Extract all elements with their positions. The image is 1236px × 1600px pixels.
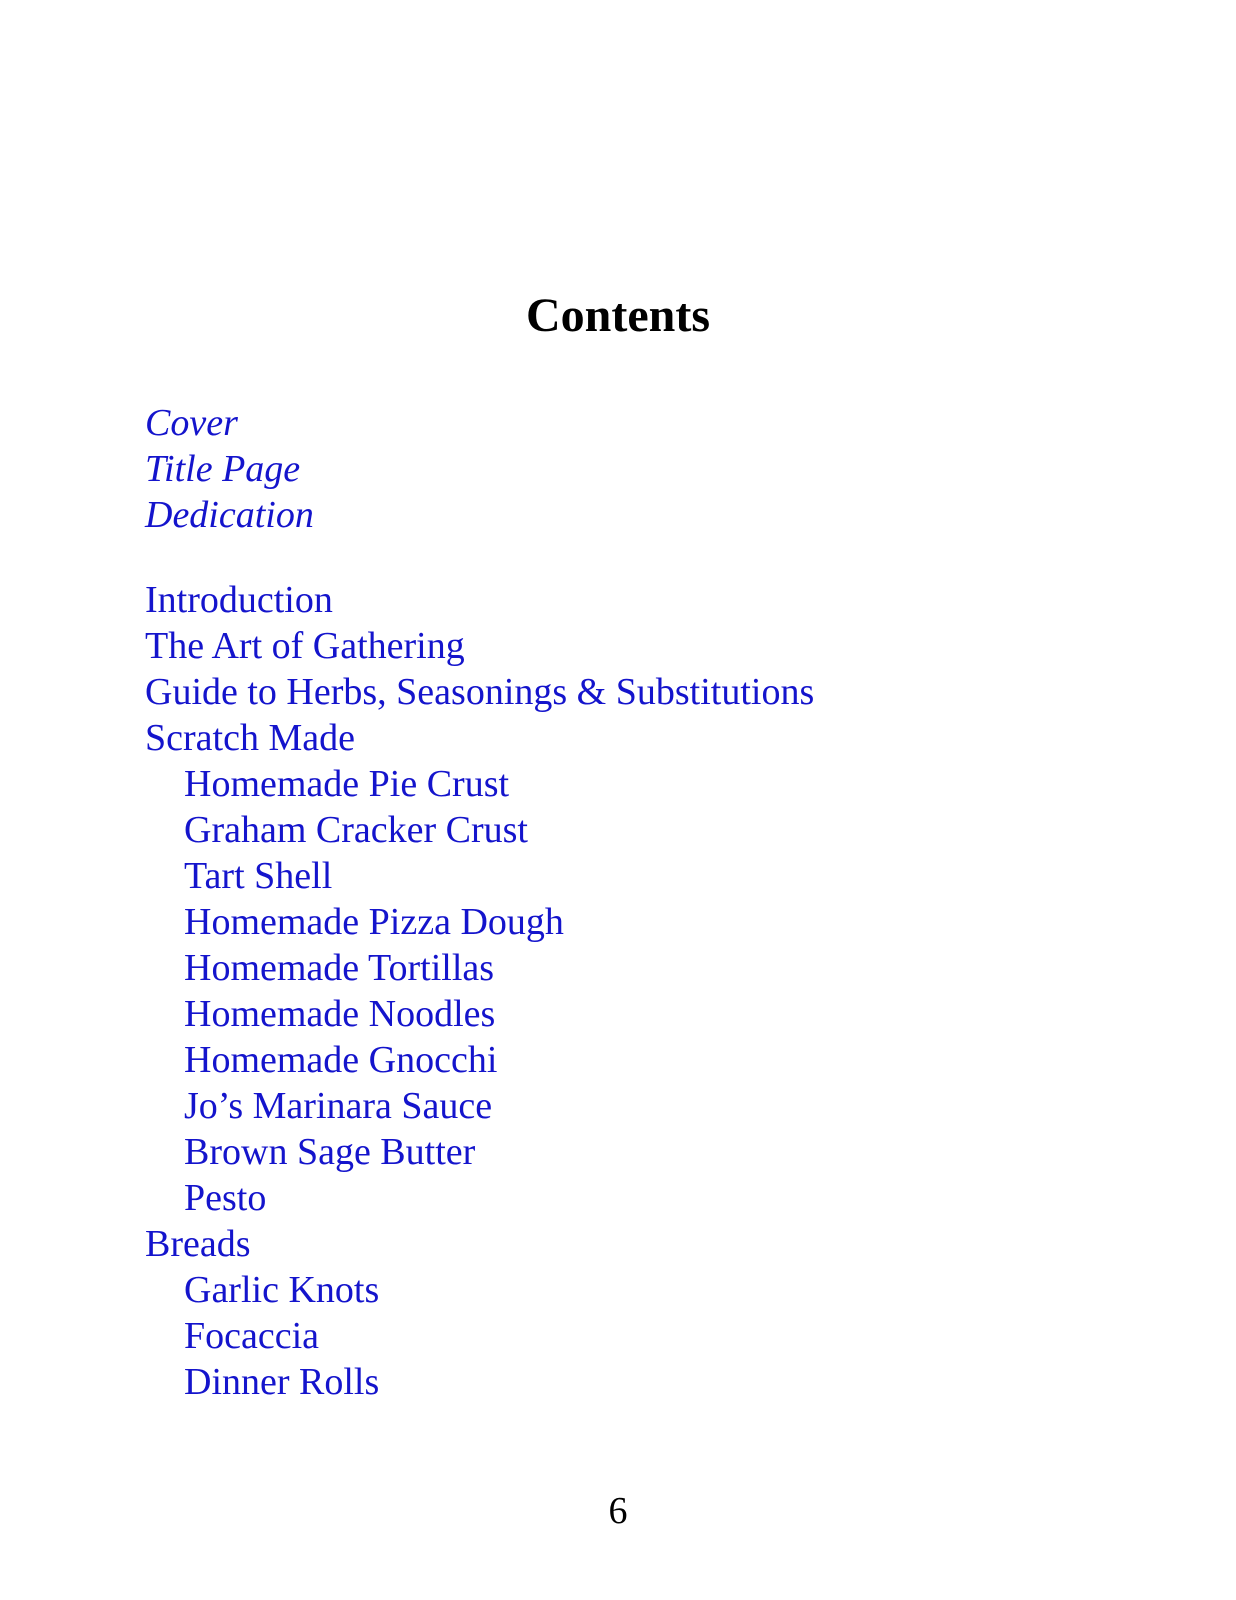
toc-link-jos-marinara-sauce[interactable]: Jo’s Marinara Sauce xyxy=(184,1085,493,1127)
toc-link-homemade-pizza-dough[interactable]: Homemade Pizza Dough xyxy=(184,901,564,943)
toc-link-tart-shell[interactable]: Tart Shell xyxy=(184,855,333,897)
toc-link-brown-sage-butter[interactable]: Brown Sage Butter xyxy=(184,1131,476,1173)
toc-link-homemade-gnocchi[interactable]: Homemade Gnocchi xyxy=(184,1039,498,1081)
toc-link-garlic-knots[interactable]: Garlic Knots xyxy=(184,1269,380,1311)
toc-link-title-page[interactable]: Title Page xyxy=(145,448,301,490)
toc-link-cover[interactable]: Cover xyxy=(145,402,238,444)
page-title: Contents xyxy=(525,289,710,342)
toc-link-homemade-pie-crust[interactable]: Homemade Pie Crust xyxy=(184,763,510,805)
toc-link-graham-cracker-crust[interactable]: Graham Cracker Crust xyxy=(184,809,528,851)
page-number: 6 xyxy=(608,1490,628,1532)
toc-link-art-of-gathering[interactable]: The Art of Gathering xyxy=(145,625,465,667)
toc-link-scratch-made[interactable]: Scratch Made xyxy=(145,717,355,759)
toc-link-focaccia[interactable]: Focaccia xyxy=(184,1315,320,1357)
toc-link-dedication[interactable]: Dedication xyxy=(145,494,314,536)
toc-link-homemade-noodles[interactable]: Homemade Noodles xyxy=(184,993,496,1035)
toc-link-breads[interactable]: Breads xyxy=(145,1223,251,1265)
toc-link-dinner-rolls[interactable]: Dinner Rolls xyxy=(184,1361,380,1403)
toc-link-homemade-tortillas[interactable]: Homemade Tortillas xyxy=(184,947,495,989)
toc-link-introduction[interactable]: Introduction xyxy=(145,579,333,621)
toc-link-guide-to-herbs[interactable]: Guide to Herbs, Seasonings & Substitutions xyxy=(145,671,815,713)
toc-link-pesto[interactable]: Pesto xyxy=(184,1177,267,1219)
